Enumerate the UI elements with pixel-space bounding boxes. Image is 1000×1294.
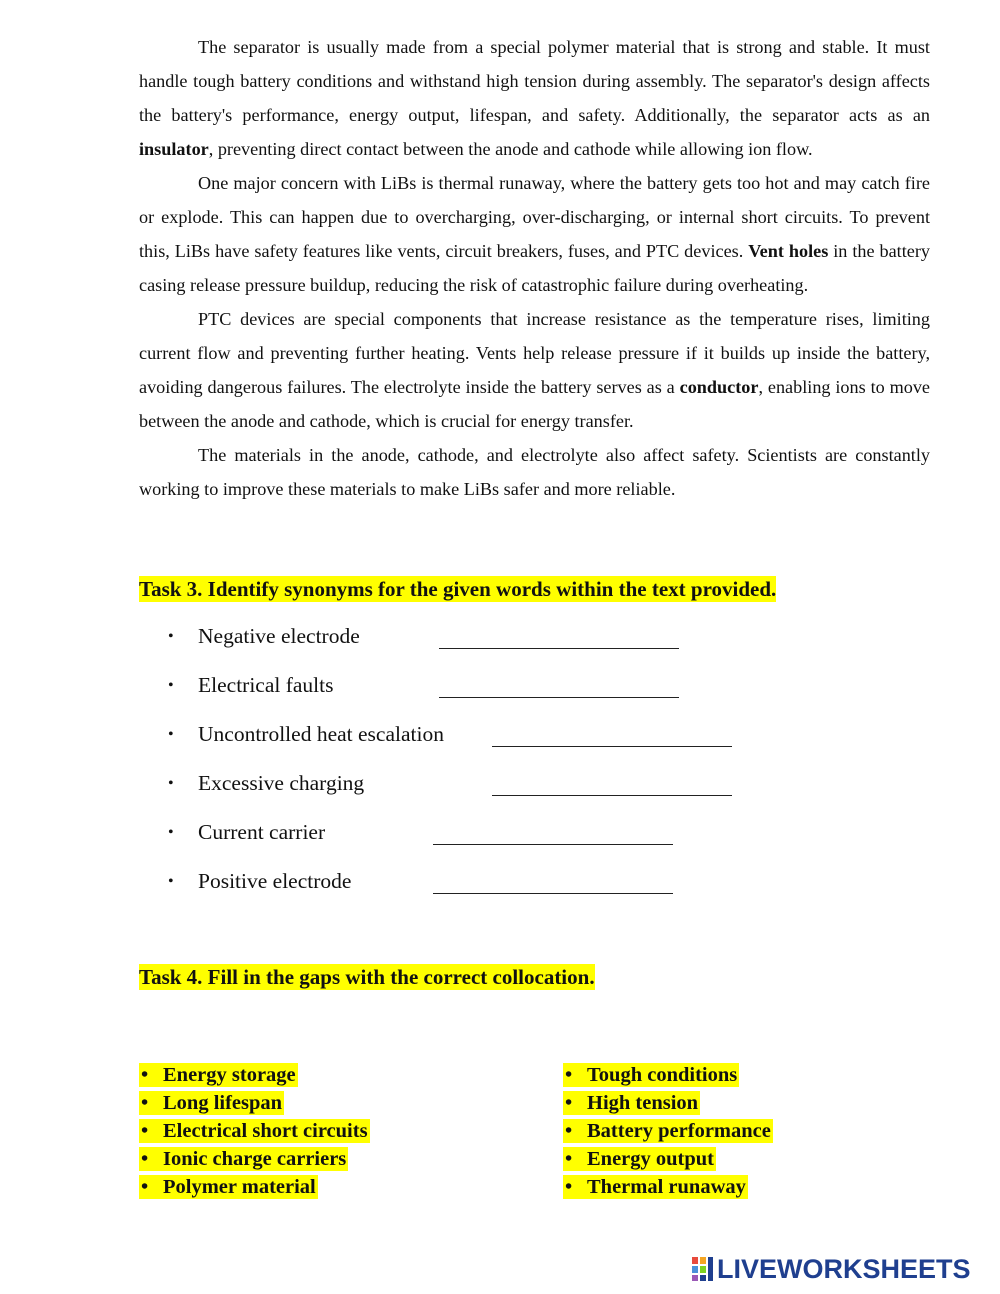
paragraph-ptc-devices: PTC devices are special components that increase resistance as the temperature rises, limiting current flow and preventing further heating. Vents help release pressure if it builds up inside the battery, avoiding dangerous failures. The electrolyte inside the battery serves as a conductor, enabling ions to move between the anode and cathode, which is crucial for energy transfer. [139, 309, 930, 431]
synonym-answer-input[interactable] [433, 844, 673, 845]
synonym-answer-input[interactable] [492, 795, 732, 796]
bullet: • [565, 1064, 573, 1086]
bullet: • [141, 1120, 149, 1142]
collocation-list-left [139, 1061, 370, 1201]
paragraph-materials: The materials in the anode, cathode, and electrolyte also affect safety. Scientists are constantly working to improve these materials to make LiBs safer and more reliable. [139, 445, 930, 499]
collocation-text: Polymer material [163, 1176, 316, 1198]
bullet: • [565, 1176, 573, 1198]
synonym-prompt: Excessive charging [198, 771, 365, 795]
synonym-answer-input[interactable] [439, 648, 679, 649]
bullet: • [168, 873, 174, 890]
liveworksheets-logo[interactable] [692, 1254, 971, 1284]
collocation-text: Battery performance [587, 1120, 771, 1142]
keyword-vent-holes: Vent holes [748, 241, 829, 261]
bullet: • [565, 1092, 573, 1114]
collocation-text: Electrical short circuits [163, 1120, 368, 1142]
synonym-answer-input[interactable] [439, 697, 679, 698]
list-item [139, 1173, 370, 1201]
synonym-answer-input[interactable] [433, 893, 673, 894]
keyword-conductor: conductor [679, 377, 759, 397]
bullet: • [141, 1148, 149, 1170]
list-item [139, 1145, 370, 1173]
list-item [563, 1089, 773, 1117]
bullet: • [141, 1176, 149, 1198]
list-item [563, 1061, 773, 1089]
collocation-text: Ionic charge carriers [163, 1148, 347, 1170]
bullet: • [168, 824, 174, 841]
task3-heading: Task 3. Identify synonyms for the given words within the text provided. [139, 577, 777, 601]
reading-text [139, 30, 930, 506]
paragraph-thermal-runaway: One major concern with LiBs is thermal runaway, where the battery gets too hot and may catch fire or explode. This can happen due to overcharging, over-discharging, or internal short circuits. To prevent this, LiBs have safety features like vents, circuit breakers, fuses, and PTC devices. Vent holes in the battery casing release pressure buildup, reducing the risk of catastrophic failure during overheating. [139, 173, 930, 295]
synonym-prompt: Positive electrode [198, 869, 352, 893]
collocation-text: Energy storage [163, 1064, 296, 1086]
bullet: • [565, 1148, 573, 1170]
list-item [139, 1061, 370, 1089]
collocation-text: Energy output [587, 1148, 715, 1170]
list-item [563, 1117, 773, 1145]
bullet: • [141, 1092, 149, 1114]
synonym-prompt: Electrical faults [198, 673, 334, 697]
bullet: • [168, 628, 174, 645]
logo-text: LIVEWORKSHEETS [717, 1254, 971, 1284]
collocation-text: Tough conditions [587, 1064, 738, 1086]
bullet: • [168, 726, 174, 743]
bullet: • [168, 677, 174, 694]
collocation-text: Long lifespan [163, 1092, 283, 1114]
bullet: • [141, 1064, 149, 1086]
synonym-prompt: Uncontrolled heat escalation [198, 722, 444, 746]
bullet: • [565, 1120, 573, 1142]
paragraph-separator: The separator is usually made from a special polymer material that is strong and stable. It must handle tough battery conditions and withstand high tension during assembly. The separator's design affects the battery's performance, energy output, lifespan, and safety. Additionally, the separator acts as an insulator, preventing direct contact between the anode and cathode while allowing ion flow. [139, 37, 930, 159]
collocation-text: High tension [587, 1092, 699, 1114]
keyword-insulator: insulator [139, 139, 209, 159]
liveworksheets-icon [692, 1257, 714, 1281]
list-item [563, 1173, 773, 1201]
collocation-text: Thermal runaway [587, 1176, 746, 1198]
list-item [139, 1089, 370, 1117]
synonym-prompt: Current carrier [198, 820, 326, 844]
synonym-answer-input[interactable] [492, 746, 732, 747]
synonym-prompt: Negative electrode [198, 624, 360, 648]
list-item [139, 1117, 370, 1145]
collocation-list-right [563, 1061, 773, 1201]
bullet: • [168, 775, 174, 792]
list-item [563, 1145, 773, 1173]
task4-heading: Task 4. Fill in the gaps with the correct collocation. [139, 965, 595, 989]
